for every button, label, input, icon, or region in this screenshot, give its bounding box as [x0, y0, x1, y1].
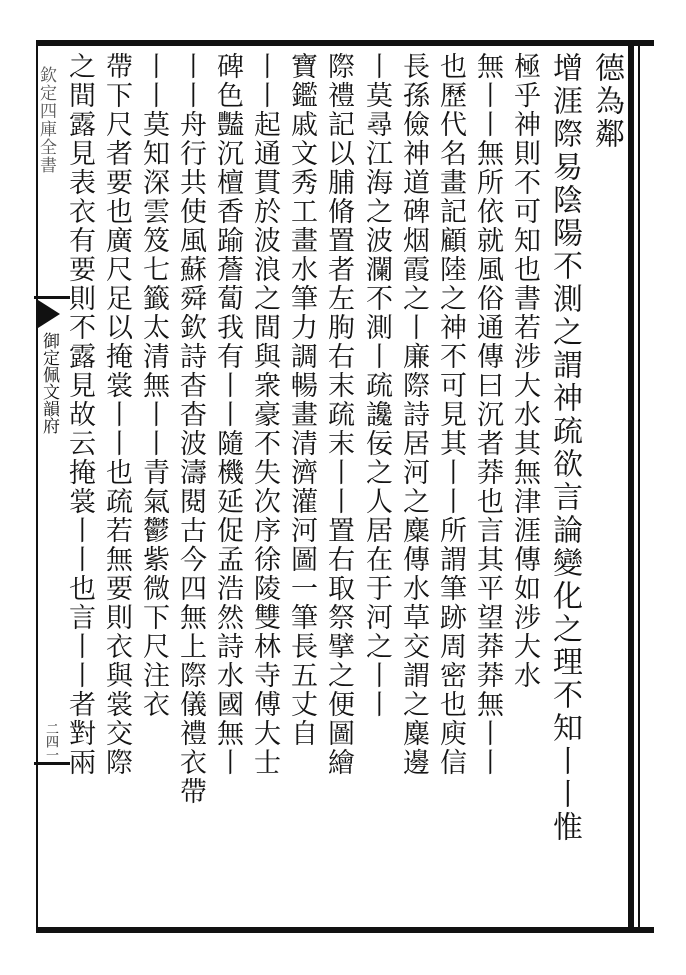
- text-column-11: 碑色豔沉檀香踰薝蔔我有丨丨隨機延促孟浩然詩水國無丨: [212, 52, 243, 777]
- page-frame-right: [628, 40, 634, 933]
- page-frame-right-inner: [638, 40, 640, 933]
- text-column-3: 極乎神則不可知也書若涉大水其無津涯傳如涉大水: [509, 52, 540, 690]
- page-frame-top: [36, 40, 654, 46]
- text-column-15: 之間露見表衣有要則不露見故云掩裳丨丨也言丨丨者對兩: [64, 52, 95, 777]
- fishtail-mark: [38, 300, 60, 328]
- text-column-6: 長孫儉神道碑烟霞之丨廉際詩居河之麋傳水草交謂之麋邊: [398, 52, 429, 777]
- page-frame-bottom: [36, 927, 654, 933]
- text-column-10: 丨丨起通貫於波浪之間與衆豪不失次序徐陵雙林寺傅大士: [249, 52, 280, 777]
- text-column-4: 無丨丨無所依就風俗通傳曰沉者莽也言其平望莽莽無丨丨: [472, 52, 503, 777]
- text-column-7: 丨莫尋江海之波瀾不測丨疏讒佞之人居在于河之丨丨: [361, 52, 392, 719]
- text-column-14: 帶下尺者要也廣尺足以掩裳丨丨也疏若無要則衣與裳交際: [101, 52, 132, 777]
- text-column-5: 也歷代名畫記顧陸之神不可見其丨丨所謂筆跡周密也庾信: [435, 52, 466, 777]
- text-column-2: 增涯際易陰陽不測之謂神疏欲言論變化之理不知丨丨惟: [547, 52, 582, 844]
- margin-collection-title: 欽定四庫全書: [36, 66, 56, 174]
- margin-book-title: 御定佩文韻府: [39, 332, 59, 434]
- margin-page-number: 二四一: [43, 722, 58, 761]
- text-column-1: 德為鄰: [589, 52, 624, 151]
- text-column-8: 際禮記以脯脩置者左朐右末疏末丨丨置右取祭擘之便圖繪: [323, 52, 354, 777]
- text-column-12: 丨丨舟行共使風蘇舜欽詩杳杳波濤閱古今四無上際儀禮衣帶: [175, 52, 206, 806]
- text-column-13: 丨丨莫知深雲笈七籤太清無丨丨青氣鬱紫微下尺注衣: [138, 52, 169, 719]
- text-column-9: 寶鑑戚文秀工畫水筆力調暢畫清濟灌河圖一筆長五丈自: [286, 52, 317, 748]
